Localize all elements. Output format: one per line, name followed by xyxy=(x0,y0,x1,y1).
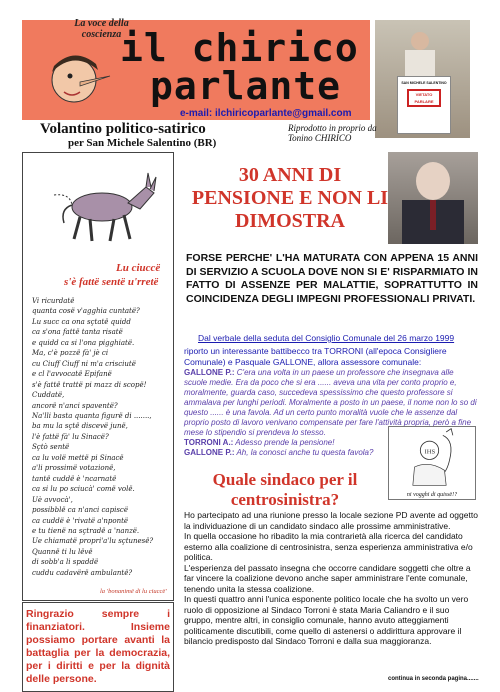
sign-badge: VIETATO PARLARE xyxy=(407,89,441,107)
priest-cartoon xyxy=(388,426,476,500)
continued-note: continua in seconda pagina....... xyxy=(388,676,479,682)
protest-sign xyxy=(397,76,451,134)
cartoon-caption: ni vogghi di quissë!? xyxy=(406,492,458,498)
portrait-face xyxy=(416,162,450,200)
poem-title: Lu ciuccë xyxy=(116,262,161,274)
article2-headline: Quale sindaco per il centrosinistra? xyxy=(212,470,358,509)
portrait-photo xyxy=(388,152,478,244)
paragraph: L'esperienza del passato insegna che occorre candidare soggetti che oltre a far vincere la coalizione devono anche saper amministrare l'ente comunale, tenendo unita la stessa coalizione. xyxy=(184,562,471,594)
dialogue-text: C'era una volta in un paese un professore che insegnava alle scuole medie. Era da poco che si era ...... aveva una vita per conto proprio e, moralmente, guarda caso, succedeva spessissimo che questo professore si ammalava per lunghi periodi. Moralmente a posto in un paese, il nome non lo so di questo ...... è una favola. Ad un certo punto moralità vuole che le assenze dal proprio posto di lavoro venivano compensate per fare l'attività propria, però a fine mese lo stipendio si prendeva lo stesso. xyxy=(184,368,477,437)
flyer-location: per San Michele Salentino (BR) xyxy=(68,137,217,149)
person-head xyxy=(411,32,429,50)
email-link[interactable]: e-mail: ilchiricoparlante@gmail.com xyxy=(180,108,352,119)
dialogue-text: Adesso prende la pensione! xyxy=(235,438,335,447)
masthead-title-line2: parlante xyxy=(150,64,342,108)
protest-photo xyxy=(375,20,470,138)
paragraph: In quella occasione ho ribadito la mia contrarietà alla ricerca del candidato esterno alla coalizione di centrosinistra, senza esperienza amministrativa e/o politica. xyxy=(184,531,473,562)
speaker-label: GALLONE P.: xyxy=(184,368,235,377)
paragraph: In questi quattro anni l'unica esponente politico locale che ha svolto un vero ruolo di opposizione al Sindaco Torroni è stata Maria Caliandro e il suo gruppo, mentre altri, in consiglio comunale, hanno avuto atteggiamenti politicamente discutibili, come quello di astenersi o addirittura approvare il bilancio predisposto dal Sindaco Torroni e dalla sua maggioranza. xyxy=(184,594,469,646)
article1-lead: FORSE PERCHE' L'HA MATURATA CON APPENA 15 ANNI DI SERVIZIO A SCUOLA DOVE NON SI E' RISPARMIATO IN FATTO DI ASSENZE PER MALATTIE, SOPRATTUTTO IN COINCIDENZA DEGLI IMPEGNI PROFESSIONALI PRIVATI. xyxy=(186,252,478,305)
article1-source: Dal verbale della seduta del Consiglio Comunale del 26 marzo 1999 xyxy=(198,333,455,343)
speaker-label: GALLONE P.: xyxy=(184,448,235,457)
thanks-text: Ringrazio sempre i finanziatori. Insieme possiamo portare avanti la battaglia per la democrazia, per i diritti e per la dignità delle persone. xyxy=(26,608,170,685)
poem-signature: la 'bonanimë di lu ciuccë' xyxy=(100,588,167,595)
speaker-label: TORRONI A.: xyxy=(184,438,234,447)
flyer-label: Volantino politico-satirico xyxy=(40,121,206,137)
article2-body xyxy=(184,510,478,647)
paragraph: Ho partecipato ad una riunione presso la locale sezione PD avente ad oggetto la individuazione di un candidato sindaco alle prossime amministrative. xyxy=(184,510,478,531)
donkey-icon xyxy=(50,165,160,247)
dialogue-text: Ah, la conosci anche tu questa favola? xyxy=(236,448,374,457)
masthead-subtitle: La voce della coscienza xyxy=(74,18,129,40)
priest-icon xyxy=(389,427,475,487)
reproduction-note: Riprodotto in proprio da Tonino CHIRICO xyxy=(288,123,377,143)
portrait-tie xyxy=(430,200,436,230)
sign-text: SAN MICHELE SALENTINO xyxy=(401,81,447,85)
poem-text: Vi ricurdatë quanta cosë v'agghia cuntatë? Lu succ ca ona sçtatë quidd ca s'ona fattë tanta risatë e quidd ca si l'ona pigghiatë. Ma, c'è pozzë fà' jè ci cu Ciuff Ciuff ni m'a crisciutë e cl l'avvocatë Epifanë s'è fattë trattë pi mazz di scopë! Cuddatë, ancorë n'anci spaventë? Na'lli basta quanta figurë di ......., ba mu la sçtë discevë junë, l'è fattë fà' lu Sinacë? Sçtò sentë ca lu volë mettë pi Sinacë a'li prossimë votazionë, tantë cuddë è 'ncarnatë ca si lu po sciucà' comë volë. Uè avvocà', possibblë ca n'anci capiscë ca cuddë è 'rivatë a'npontë e tu tienë na sçtradë a 'nanzë. Ue chiamatë propri'a'lu sçtunesë? Quannë ti lu lëvë di sobb'a li spaddë cuddu cadavërë ambulantë? xyxy=(32,297,154,577)
pinocchio-icon xyxy=(40,42,112,114)
article1-headline: 30 ANNI DI PENSIONE E NON LI DIMOSTRA xyxy=(191,164,389,232)
article1-intro: riporto un interessante battibecco tra TORRONI (all'epoca Consigliere Comunale) e Pasquale GALLONE, allora assessore comunale: xyxy=(184,346,447,367)
masthead-title-line1: il chirico xyxy=(120,26,359,70)
svg-text:IHS: IHS xyxy=(424,448,436,456)
poem-subtitle: s'è fattë sentë u'rretë xyxy=(64,276,159,288)
